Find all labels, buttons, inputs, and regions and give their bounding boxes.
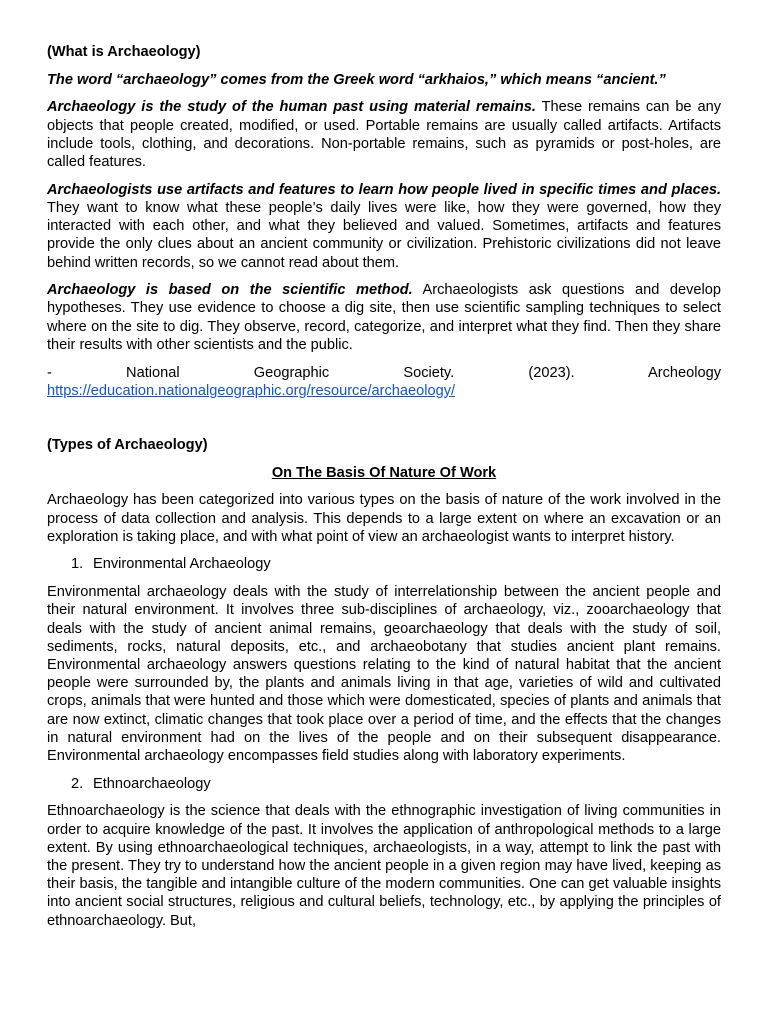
paragraph-lead: Archaeology is based on the scientific method.	[47, 282, 413, 299]
list-item-ethno	[47, 775, 721, 793]
paragraph-artifacts-features	[47, 181, 721, 272]
document-body	[47, 43, 721, 939]
paragraph-study-definition	[47, 98, 721, 171]
list-number: 2.	[71, 775, 84, 792]
list-title: Environmental Archaeology	[93, 556, 271, 573]
paragraph-scientific-method	[47, 281, 721, 354]
etymology-paragraph: The word “archaeology” comes from the Greek word “arkhaios,” which means “ancient.”	[47, 71, 666, 88]
citation: - National Geographic Society. (2023). Archeology	[47, 364, 721, 381]
paragraph-lead: Archaeology is the study of the human past using material remains.	[47, 99, 536, 116]
paragraph-text: These remains can be any objects that people created, modified, or used. Portable remains are usually called artifacts. Artifacts include tools, clothing, and decorations. Non-portable remains, such as pyramids or post-holes, are called features.	[47, 99, 721, 171]
citation-link[interactable]: https://education.nationalgeographic.org/resource/archaeology/	[47, 382, 456, 399]
subheading-nature-of-work: On The Basis Of Nature Of Work	[271, 464, 497, 481]
list-title: Ethnoarchaeology	[93, 775, 211, 792]
paragraph-types-intro: Archaeology has been categorized into various types on the basis of nature of the work involved in the process of data collection and analysis. This depends to a large extent on where an excavation or an exploration is taking place, and with what point of view an archaeologist wants to interpret history.	[47, 492, 721, 545]
paragraph-environmental: Environmental archaeology deals with the study of interrelationship between the ancient people and their natural environment. It involves three sub-disciplines of archaeology, viz., zooarchaeology that deals with the study of ancient animal remains, geoarchaeology that deals with the study of soil, sediments, rocks, natural deposits, etc., and archaeobotany that studies ancient plant remains. Environmental archaeology answers questions relating to the kind of natural habitat that the ancient people were surrounded by, the plants and animals living in that age, varieties of wild and cultivated crops, animals that were hunted and those which were domesticated, species of plants and animals that are now extinct, climatic changes that took place over a period of time, and the effects that the changes in natural environment had on the lives of the people and on their subsequent disappearance. Environmental archaeology encompasses field studies along with laboratory experiments.	[47, 584, 721, 764]
section-heading-what-is: (What is Archaeology)	[47, 44, 201, 60]
paragraph-lead: Archaeologists use artifacts and features to learn how people lived in specific times and places.	[47, 181, 721, 198]
paragraph-text: Archaeologists ask questions and develop hypotheses. They use evidence to choose a dig site, then use scientific sampling techniques to select where on the site to dig. They observe, record, categorize, and interpret what they find. Then they share their results with other scientists and the public.	[47, 282, 722, 353]
list-number: 1.	[71, 556, 84, 573]
section-heading-types: (Types of Archaeology)	[47, 436, 208, 453]
list-item-environmental	[47, 555, 721, 573]
paragraph-ethno: Ethnoarchaeology is the science that deals with the ethnographic investigation of living communities in order to acquire knowledge of the past. It involves the application of anthropological methods to a large extent. By using ethnoarchaeological techniques, archaeologists, in a way, attempt to link the past with the present. They try to understand how the ancient people in a given region may have lived, keeping as their basis, the tangible and intangible culture of the modern communities. One can get valuable insights into ancient social structures, religious and cultural beliefs, technology, etc., by applying the principles of ethnoarchaeology. But,	[47, 803, 721, 929]
paragraph-text: They want to know what these people’s daily lives were like, how they were governed, how they interacted with each other, and what they believed and valued. Sometimes, artifacts and features provide the only clues about an ancient community or civilization. Prehistoric civilizations did not leave behind written records, so we cannot read about them.	[47, 199, 721, 271]
